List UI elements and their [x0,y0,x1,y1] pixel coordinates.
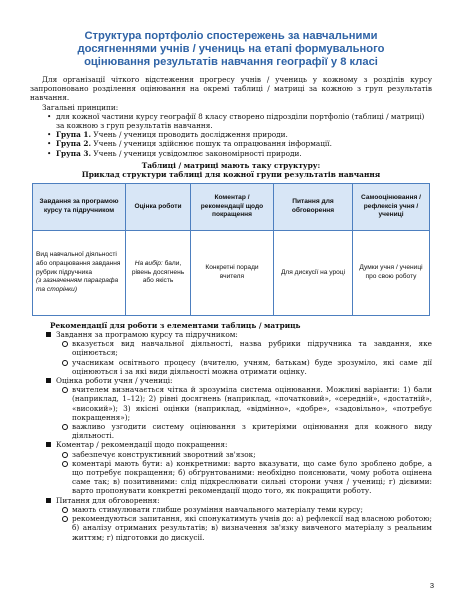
recommendations-title: Рекомендації для роботи з елементами таблиць / матриць [50,320,301,330]
recommendation-sub: забезпечує конструктивний зворотний зв'язок; [72,450,432,459]
recommendation-sub: вказується вид навчальної діяльності, назва рубрики підручника та завдання, яке оцінюється; [72,339,432,358]
recommendation-sub: вчителем визначається чітка й зрозуміла система оцінювання. Можливі варіанти: 1) бали (наприклад, 1–12); 2) рівні досягнень (наприклад, «початковий», «середній», «достатній», «високий»); 3) якісні оцінки (наприклад, «відмінно», «добре», «задовільно», «потребує покращення»); [72,385,432,422]
principle-item: • Група 1. Учень / учениця проводить дослідження природи. [56,130,432,139]
table-heading-1: Таблиці / матриці мають таку структуру: [141,160,321,170]
recommendation-subs [56,385,432,440]
table-header-cell: Питання для обговорення [274,183,353,230]
table-cell: Конкретні поради вчителя [191,230,274,315]
recommendation-subs [56,505,432,542]
table-cell: Думки учня / учениці про свою роботу [353,230,430,315]
table-header-row [33,183,430,230]
recommendation-sub: коментарі мають бути: а) конкретними: варто вказувати, що саме було зроблено добре, а що потребує покращення; б) обґрунтованими: необхідно пояснювати, чому робота оцінена саме так; в) позитивними: слід підкреслювати сильні сторони учня / учениці; г) дієвими: варто пропонувати конкретні рекомендації щодо того, як покращити роботу. [72,458,432,496]
table-header-cell: Завдання за програмою курсу та підручником [33,183,126,230]
table-heading-2: Приклад структури таблиці для кожної групи результатів навчання [81,170,381,180]
principles-list [30,112,432,158]
recommendation-item: Коментар / рекомендації щодо покращення: забезпечує конструктивний зворотний зв'язок; коментарі мають бути: а) конкретними: варто вказувати, що саме було зроблено добре, а що потребує покращення; б) обґрунтованими: необхідно пояснювати, чому робота оцінена саме так; в) позитивними: слід підкреслювати сильні сторони учня / учениці; г) дієвими: варто пропонувати конкретні рекомендації щодо того, як покращити роботу. [56,440,432,496]
table-header-cell: Оцінка роботи [126,183,191,230]
recommendations-list [30,330,432,542]
principle-item: • Група 2. Учень / учениця здійснює пошук та опрацювання інформації. [56,139,432,148]
page-number: 3 [429,581,434,590]
recommendation-sub: мають стимулювати глибше розуміння навчального матеріалу теми курсу; [72,505,432,514]
recommendation-sub: рекомендуються запитання, які спонукатимуть учнів до: а) рефлексії над власною роботою; б) аналізу отриманих результатів; в) визначення зв'язку вивченого матеріалу з реальним життям; г) підготовки до дискусії. [72,514,432,542]
principle-item: • для кожної частини курсу географії 8 класу створено підрозділи портфоліо (таблиці / матриці) за кожною з груп результатів навчання. [56,112,432,130]
structure-table [32,183,430,316]
table-header-cell: Коментар / рекомендації щодо покращення [191,183,274,230]
recommendation-item: Оцінка роботи учня / учениці: вчителем визначається чітка й зрозуміла система оцінювання. Можливі варіанти: 1) бали (наприклад, 1–12); 2) рівні досягнень (наприклад, «початковий», «середній», «достатній», «високий»); 3) якісні оцінки (наприклад, «відмінно», «добре», «задовільно», «потребує покращення»); важливо узгодити систему оцінювання з критеріями оцінювання для кожного виду діяльності. [56,376,432,441]
title-line-3: оцінювання результатів навчання географії у 8 класі [84,56,378,68]
recommendation-subs [56,339,432,376]
recommendation-item: Питання для обговорення: мають стимулювати глибше розуміння навчального матеріалу теми курсу; рекомендуються запитання, які спонукатимуть учнів до: а) рефлексії над власною роботою; б) аналізу отриманих результатів; в) визначення зв'язку вивченого матеріалу з реальним життям; г) підготовки до дискусії. [56,495,432,542]
structure-table-wrap [32,183,432,316]
intro-paragraph: Для організації чіткого відстеження прогресу учнів / учениць у кожному з розділів курсу запропоновано розділення оцінювання на окремі таблиці / матриці за кожною з груп результатів навчання. [30,75,432,103]
title-line-2: досягненнями учнів / учениць на етапі формувального [77,43,385,55]
recommendation-item: Завдання за програмою курсу та підручником: вказується вид навчальної діяльності, назва рубрики підручника та завдання, яке оцінюється; учасникам освітнього процесу (вчителю, учням, батькам) буде зрозуміло, які саме дії оцінюються і за які види діяльності можна отримати оцінку. [56,330,432,376]
table-header-cell: Самооцінювання / рефлексія учня / учениці [353,183,430,230]
table-cell: Для дискусії на уроці [274,230,353,315]
recommendation-subs [56,450,432,496]
table-row [33,230,430,315]
principles-label: Загальні принципи: [42,102,119,112]
title-line-1: Структура портфоліо спостережень за навчальними [84,30,378,42]
recommendation-sub: учасникам освітнього процесу (вчителю, учням, батькам) буде зрозуміло, які саме дії оцінюються і за які види діяльності можна отримати оцінку. [72,357,432,376]
table-cell: Вид навчальної діяльності або опрацювання завдання рубрик підручника (з зазначенням параграфа та сторінки) [33,230,126,315]
page-title [30,30,432,69]
principle-item: • Група 3. Учень / учениця усвідомлює закономірності природи. [56,149,432,158]
recommendation-sub: важливо узгодити систему оцінювання з критеріями оцінювання для кожного виду діяльності. [72,422,432,441]
table-cell: На вибір: бали, рівень досягнень або якість [126,230,191,315]
